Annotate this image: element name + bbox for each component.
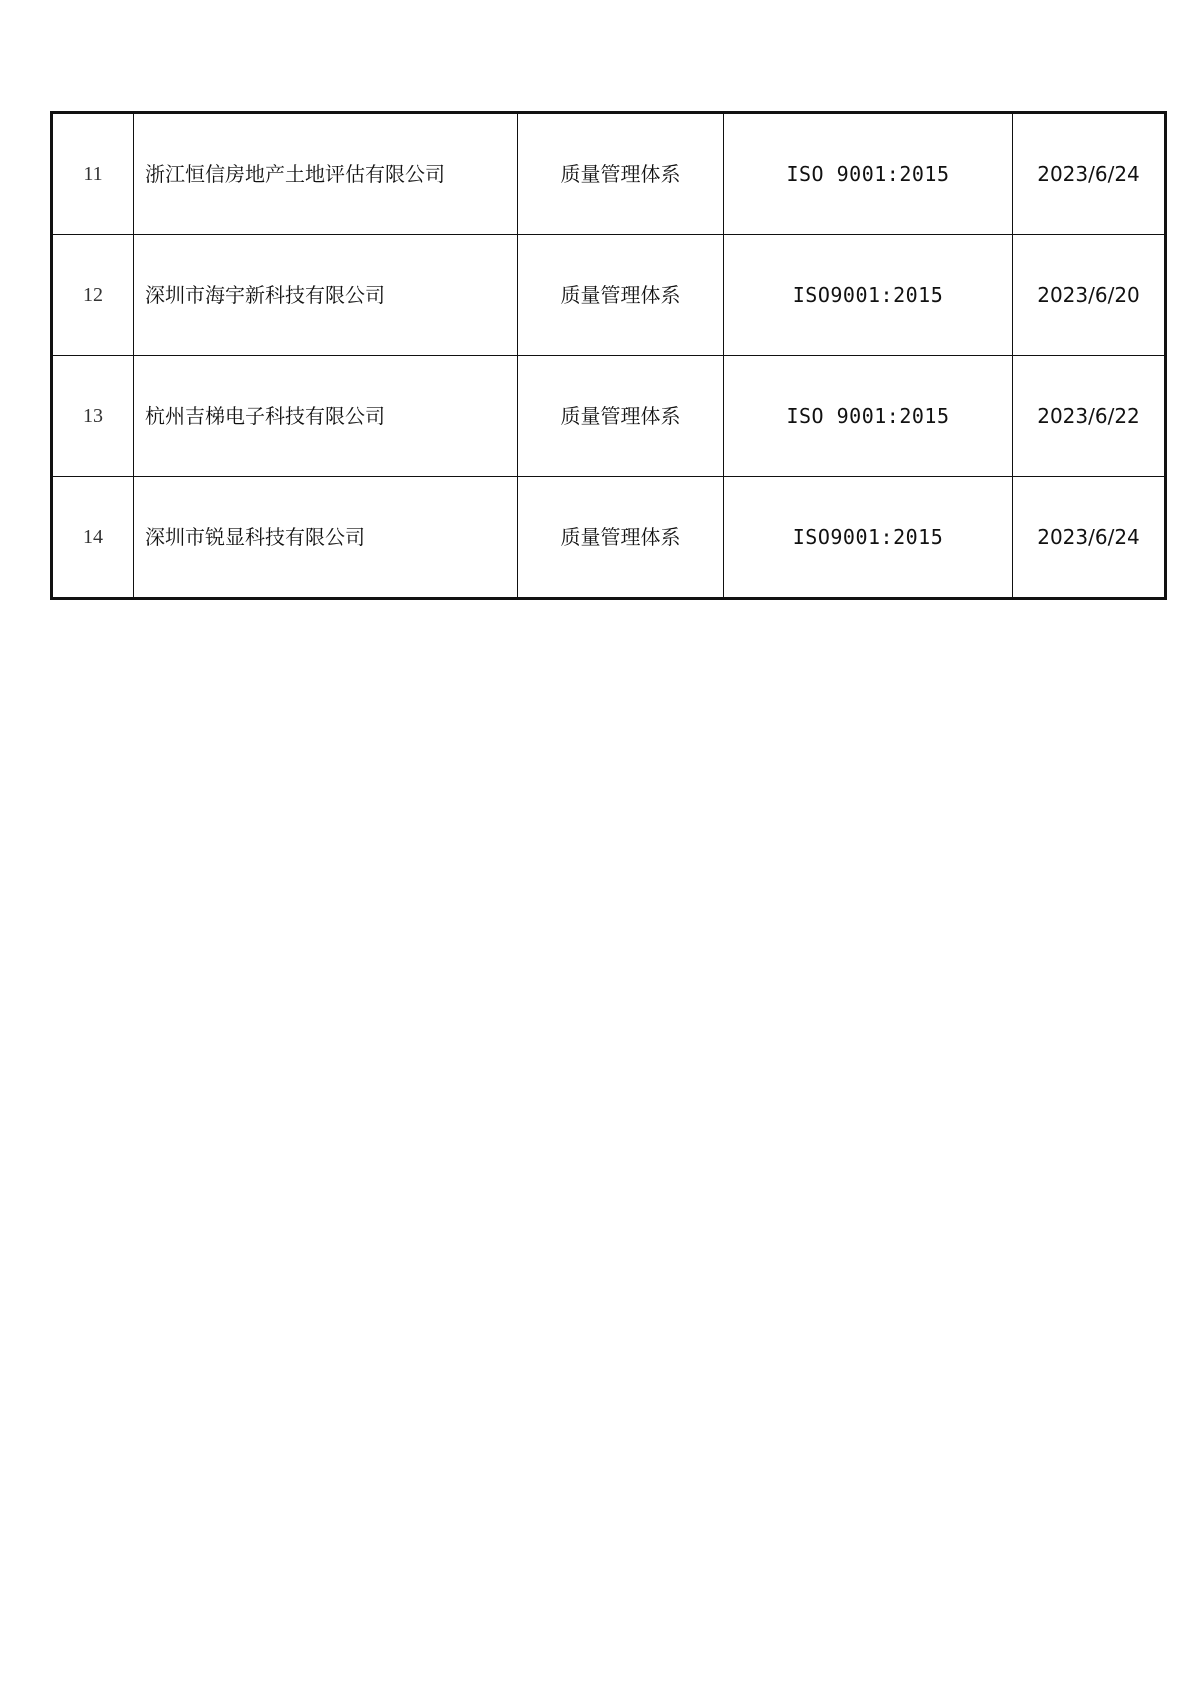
certification-date: 2023/6/20 bbox=[1013, 235, 1166, 356]
row-number: 11 bbox=[52, 113, 134, 235]
certification-standard: ISO 9001:2015 bbox=[724, 113, 1013, 235]
company-name: 杭州吉梯电子科技有限公司 bbox=[134, 356, 518, 477]
certification-standard: ISO 9001:2015 bbox=[724, 356, 1013, 477]
certification-date: 2023/6/24 bbox=[1013, 113, 1166, 235]
table-row bbox=[52, 477, 1166, 599]
row-number: 12 bbox=[52, 235, 134, 356]
certification-standard: ISO9001:2015 bbox=[724, 235, 1013, 356]
company-name: 深圳市海宇新科技有限公司 bbox=[134, 235, 518, 356]
table-row bbox=[52, 356, 1166, 477]
management-system: 质量管理体系 bbox=[518, 477, 724, 599]
certification-standard: ISO9001:2015 bbox=[724, 477, 1013, 599]
company-name: 浙江恒信房地产土地评估有限公司 bbox=[134, 113, 518, 235]
table-row bbox=[52, 113, 1166, 235]
table-body bbox=[52, 113, 1166, 599]
certification-date: 2023/6/24 bbox=[1013, 477, 1166, 599]
row-number: 14 bbox=[52, 477, 134, 599]
management-system: 质量管理体系 bbox=[518, 356, 724, 477]
certification-table bbox=[50, 111, 1167, 600]
certification-date: 2023/6/22 bbox=[1013, 356, 1166, 477]
row-number: 13 bbox=[52, 356, 134, 477]
company-name: 深圳市锐显科技有限公司 bbox=[134, 477, 518, 599]
management-system: 质量管理体系 bbox=[518, 235, 724, 356]
management-system: 质量管理体系 bbox=[518, 113, 724, 235]
table-row bbox=[52, 235, 1166, 356]
